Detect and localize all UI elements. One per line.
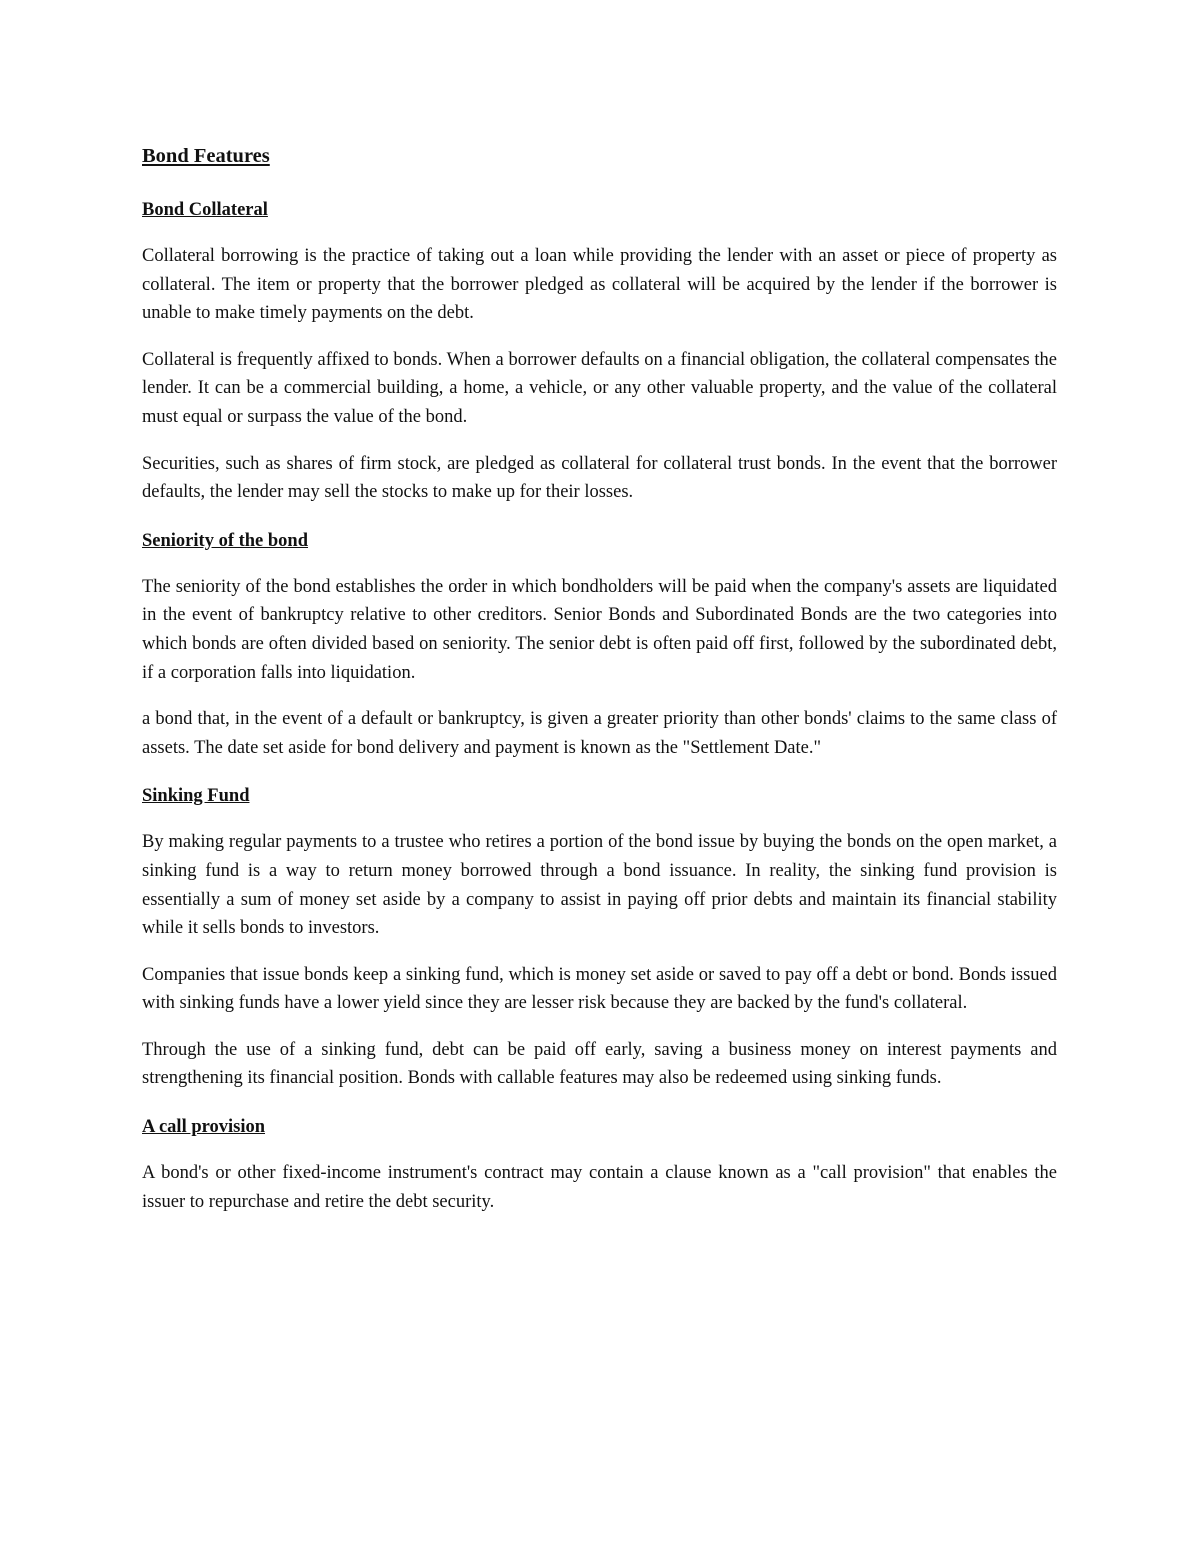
paragraph: By making regular payments to a trustee who retires a portion of the bond issue by buying the bonds on the open market, a sinking fund is a way to return money borrowed through a bond issuance. In reality, the sinking fund provision is essentially a sum of money set aside by a company to assist in paying off prior debts and maintain its financial stability while it sells bonds to investors. <box>142 832 1057 939</box>
section-seniority <box>142 525 1057 763</box>
paragraph: Through the use of a sinking fund, debt can be paid off early, saving a business money on interest payments and strengthening its financial position. Bonds with callable features may also be redeemed using sinking funds. <box>142 1039 1057 1089</box>
document-title: Bond Features <box>142 145 270 167</box>
paragraph: Collateral is frequently affixed to bonds. When a borrower defaults on a financial obligation, the collateral compensates the lender. It can be a commercial building, a home, a vehicle, or any other valuable property, and the value of the collateral must equal or surpass the value of the bond. <box>142 349 1057 427</box>
paragraph: Collateral borrowing is the practice of taking out a loan while providing the lender with an asset or piece of property as collateral. The item or property that the borrower pledged as collateral will be acquired by the lender if the borrower is unable to make timely payments on the debt. <box>142 246 1057 324</box>
section-heading: Bond Collateral <box>142 200 268 220</box>
section-bond-collateral <box>142 194 1057 507</box>
section-sinking-fund <box>142 780 1057 1093</box>
paragraph: The seniority of the bond establishes the order in which bondholders will be paid when the company's assets are liquidated in the event of bankruptcy relative to other creditors. Senior Bonds and Subordinated Bonds are the two categories into which bonds are often divided based on seniority. The senior debt is often paid off first, followed by the subordinated debt, if a corporation falls into liquidation. <box>142 576 1057 683</box>
paragraph: a bond that, in the event of a default or bankruptcy, is given a greater priority than other bonds' claims to the same class of assets. The date set aside for bond delivery and payment is known as the "Settlement Date." <box>142 709 1057 758</box>
paragraph: A bond's or other fixed-income instrument's contract may contain a clause known as a "call provision" that enables the issuer to repurchase and retire the debt security. <box>142 1163 1057 1212</box>
document-page <box>142 140 1057 1234</box>
section-call-provision <box>142 1111 1057 1216</box>
section-heading: Sinking Fund <box>142 786 250 807</box>
paragraph: Companies that issue bonds keep a sinking fund, which is money set aside or saved to pay off a debt or bond. Bonds issued with sinking funds have a lower yield since they are lesser risk because they are backed by the fund's collateral. <box>142 964 1057 1014</box>
section-heading: Seniority of the bond <box>142 530 309 551</box>
paragraph: Securities, such as shares of firm stock, are pledged as collateral for collateral trust bonds. In the event that the borrower defaults, the lender may sell the stocks to make up for their losses. <box>142 453 1057 503</box>
section-heading: A call provision <box>142 1117 266 1138</box>
